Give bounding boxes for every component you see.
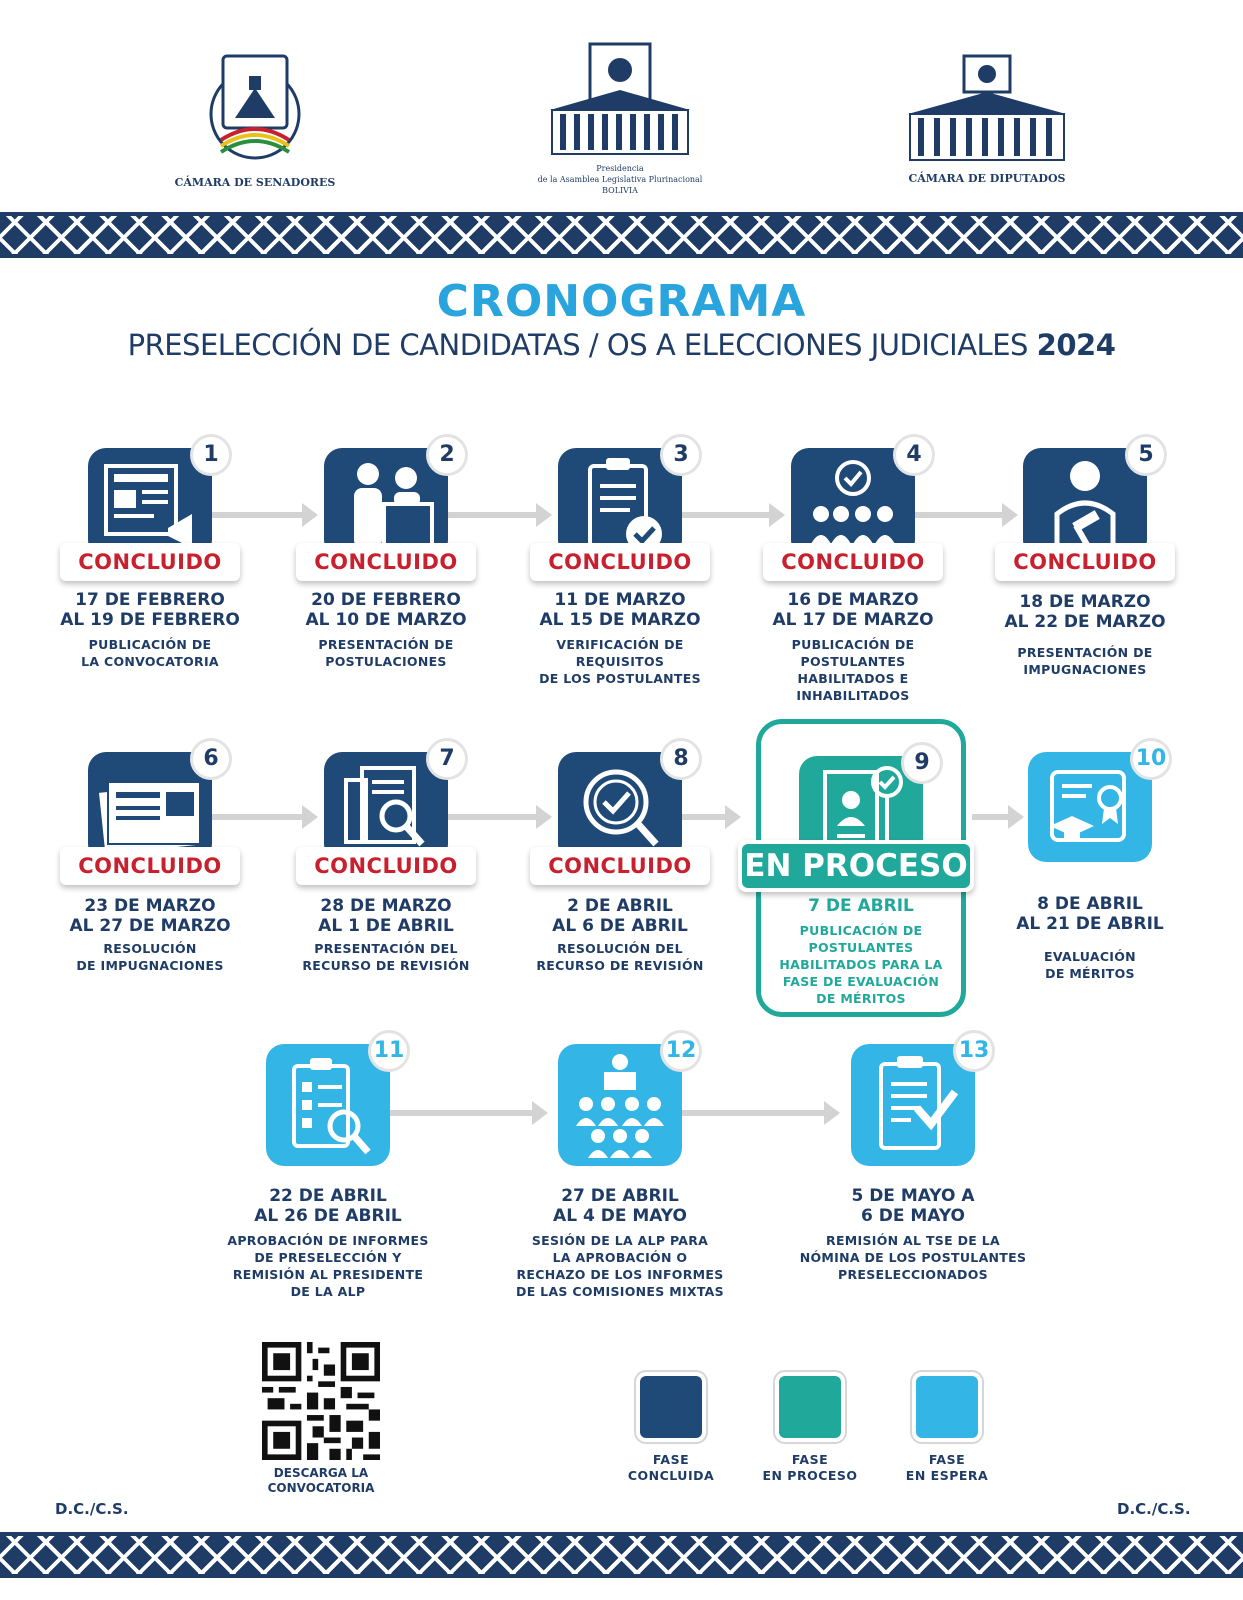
step-date xyxy=(510,590,730,630)
date-line: AL 22 DE MARZO xyxy=(1004,612,1166,632)
date-line: AL 19 DE FEBRERO xyxy=(60,610,240,630)
date-line: 22 DE ABRIL xyxy=(269,1186,387,1206)
step-description xyxy=(480,1232,760,1300)
status-badge: CONCLUIDO xyxy=(530,847,710,885)
step-date xyxy=(751,896,971,916)
desc-line: REMISIÓN AL TSE DE LA xyxy=(826,1233,1000,1248)
step-date xyxy=(975,592,1195,632)
step-date xyxy=(980,894,1200,934)
legend-swatch-in-process xyxy=(779,1376,841,1438)
presidencia-caption-1: Presidencia xyxy=(596,164,644,173)
step-description xyxy=(741,922,981,1007)
qr-caption xyxy=(236,1466,406,1496)
desc-line: RECURSO DE REVISIÓN xyxy=(302,958,470,973)
desc-line: PRESELECCIONADOS xyxy=(838,1267,988,1282)
desc-line: POSTULACIONES xyxy=(325,654,447,669)
desc-line: PRESENTACIÓN DE xyxy=(1017,645,1153,660)
step-description xyxy=(500,940,740,974)
date-line: 8 DE ABRIL xyxy=(1037,894,1143,914)
step-description xyxy=(30,636,270,670)
arrow-12-13 xyxy=(682,1110,832,1116)
step-date xyxy=(40,896,260,936)
step-number: 1 xyxy=(190,434,232,476)
senate-caption: CÁMARA DE SENADORES xyxy=(174,176,336,189)
desc-line: VERIFICACIÓN DE xyxy=(556,637,684,652)
step-date xyxy=(276,896,496,936)
arrow-4-5 xyxy=(910,512,1010,518)
desc-line: RECHAZO DE LOS INFORMES xyxy=(516,1267,724,1282)
desc-line: SESIÓN DE LA ALP PARA xyxy=(531,1233,709,1248)
desc-line: POSTULANTES xyxy=(808,940,914,955)
qr-caption-line: DESCARGA LA xyxy=(273,1466,369,1480)
legend-line: FASE xyxy=(791,1452,829,1467)
step-description xyxy=(965,644,1205,678)
presidencia-caption-3: BOLIVIA xyxy=(602,186,638,195)
step-number: 10 xyxy=(1130,738,1172,780)
presidencia-caption-2: de la Asamblea Legislativa Plurinacional xyxy=(537,175,703,184)
legend-swatch-concluded xyxy=(640,1376,702,1438)
step-date xyxy=(510,896,730,936)
desc-line: APROBACIÓN DE INFORMES xyxy=(227,1233,429,1248)
desc-line: NÓMINA DE LOS POSTULANTES xyxy=(799,1250,1027,1265)
deputies-caption: CÁMARA DE DIPUTADOS xyxy=(908,172,1066,185)
step-description xyxy=(773,1232,1053,1283)
arrow-7-8 xyxy=(444,814,544,820)
date-line: 2 DE ABRIL xyxy=(567,896,673,916)
step-number: 7 xyxy=(426,738,468,780)
desc-line: DE PRESELECCIÓN Y xyxy=(254,1250,402,1265)
page-title: CRONOGRAMA xyxy=(436,276,807,327)
step-number: 12 xyxy=(660,1030,702,1072)
step-number: 9 xyxy=(901,742,943,784)
step-description xyxy=(970,948,1210,982)
desc-line: PUBLICACIÓN DE xyxy=(88,637,212,652)
legend-label-in-process xyxy=(740,1452,880,1484)
desc-line: DE IMPUGNACIONES xyxy=(76,958,224,973)
assembly-building-icon xyxy=(540,40,700,158)
desc-line: LA CONVOCATORIA xyxy=(81,654,219,669)
desc-line: DE MÉRITOS xyxy=(1045,966,1135,981)
decorative-band-top xyxy=(0,212,1243,258)
status-badge: CONCLUIDO xyxy=(296,543,476,581)
legend-line: EN PROCESO xyxy=(762,1468,858,1483)
desc-line: PUBLICACIÓN DE xyxy=(791,637,915,652)
desc-line: DE LOS POSTULANTES xyxy=(539,671,701,686)
page-subtitle xyxy=(0,328,1243,362)
step-description xyxy=(188,1232,468,1300)
date-line: AL 17 DE MARZO xyxy=(772,610,934,630)
step-description xyxy=(733,636,973,704)
qr-caption-line: CONVOCATORIA xyxy=(267,1481,375,1495)
in-process-badge xyxy=(738,840,974,892)
footer-credit-left: D.C./C.S. xyxy=(55,1500,129,1518)
step-date xyxy=(803,1186,1023,1226)
step-description xyxy=(266,636,506,670)
legend-label-concluded xyxy=(601,1452,741,1484)
desc-line: REQUISITOS xyxy=(575,654,665,669)
desc-line: RECURSO DE REVISIÓN xyxy=(536,958,704,973)
step-date xyxy=(276,590,496,630)
desc-line: IMPUGNACIONES xyxy=(1023,662,1147,677)
step-number: 3 xyxy=(660,434,702,476)
desc-line: POSTULANTES xyxy=(800,654,906,669)
date-line: 5 DE MAYO A xyxy=(851,1186,975,1206)
date-line: 11 DE MARZO xyxy=(554,590,686,610)
date-line: AL 15 DE MARZO xyxy=(539,610,701,630)
desc-line: PRESENTACIÓN DE xyxy=(318,637,454,652)
legend-line: CONCLUIDA xyxy=(627,1468,715,1483)
step-date xyxy=(218,1186,438,1226)
date-line: AL 27 DE MARZO xyxy=(69,916,231,936)
date-line: 28 DE MARZO xyxy=(320,896,452,916)
step-date xyxy=(510,1186,730,1226)
legend-line: FASE xyxy=(652,1452,690,1467)
step-number: 11 xyxy=(368,1030,410,1072)
status-badge: CONCLUIDO xyxy=(60,847,240,885)
status-badge: CONCLUIDO xyxy=(296,847,476,885)
legend-line: EN ESPERA xyxy=(905,1468,989,1483)
date-line: AL 4 DE MAYO xyxy=(553,1206,687,1226)
date-line: 6 DE MAYO xyxy=(861,1206,965,1226)
status-badge: CONCLUIDO xyxy=(763,543,943,581)
desc-line: FASE DE EVALUACIÓN xyxy=(782,974,940,989)
arrow-3-4 xyxy=(677,512,777,518)
step-description xyxy=(266,940,506,974)
date-line: 23 DE MARZO xyxy=(84,896,216,916)
status-badge: CONCLUIDO xyxy=(995,543,1175,581)
arrow-9-10 xyxy=(972,814,1016,820)
status-badge: CONCLUIDO xyxy=(60,543,240,581)
legend-label-waiting xyxy=(877,1452,1017,1484)
desc-line: EVALUACIÓN xyxy=(1044,949,1136,964)
footer-credit-right: D.C./C.S. xyxy=(1117,1500,1191,1518)
date-line: AL 26 DE ABRIL xyxy=(254,1206,402,1226)
date-line: AL 10 DE MARZO xyxy=(305,610,467,630)
legend-line: FASE xyxy=(928,1452,966,1467)
step-number: 2 xyxy=(426,434,468,476)
step-number: 13 xyxy=(953,1030,995,1072)
decorative-band-bottom xyxy=(0,1532,1243,1578)
arrow-8-9 xyxy=(677,814,733,820)
date-line: AL 21 DE ABRIL xyxy=(1016,914,1164,934)
date-line: 18 DE MARZO xyxy=(1019,592,1151,612)
desc-line: DE MÉRITOS xyxy=(816,991,906,1006)
date-line: AL 6 DE ABRIL xyxy=(552,916,688,936)
desc-line: DE LAS COMISIONES MIXTAS xyxy=(516,1284,724,1299)
date-line: 20 DE FEBRERO xyxy=(311,590,461,610)
desc-line: LA APROBACIÓN O xyxy=(552,1250,688,1265)
step-number: 5 xyxy=(1125,434,1167,476)
step-description xyxy=(500,636,740,687)
qr-code-icon[interactable] xyxy=(262,1342,380,1460)
desc-line: DE LA ALP xyxy=(290,1284,366,1299)
desc-line: PRESENTACIÓN DEL xyxy=(314,941,458,956)
arrow-11-12 xyxy=(390,1110,540,1116)
status-badge: CONCLUIDO xyxy=(530,543,710,581)
desc-line: PUBLICACIÓN DE xyxy=(799,923,923,938)
subtitle-text: PRESELECCIÓN DE CANDIDATAS / OS A ELECCIONES JUDICIALES xyxy=(127,328,1028,362)
step-number: 4 xyxy=(893,434,935,476)
step-number: 8 xyxy=(660,738,702,780)
desc-line: RESOLUCIÓN DEL xyxy=(557,941,683,956)
arrow-2-3 xyxy=(444,512,544,518)
step-description xyxy=(30,940,270,974)
logo-camara-senadores xyxy=(170,48,340,189)
step-date xyxy=(40,590,260,630)
arrow-1-2 xyxy=(210,512,310,518)
arrow-6-7 xyxy=(210,814,310,820)
step-number: 6 xyxy=(190,738,232,780)
date-line: 16 DE MARZO xyxy=(787,590,919,610)
step-date xyxy=(743,590,963,630)
date-line: 7 DE ABRIL xyxy=(808,896,914,916)
desc-line: REMISIÓN AL PRESIDENTE xyxy=(232,1267,424,1282)
senate-emblem-icon xyxy=(205,48,305,168)
logo-presidencia-alp xyxy=(530,40,710,195)
logo-camara-diputados xyxy=(892,52,1082,185)
desc-line: RESOLUCIÓN xyxy=(103,941,197,956)
in-process-label: EN PROCESO xyxy=(742,844,970,888)
desc-line: HABILITADOS PARA LA xyxy=(779,957,943,972)
desc-line: INHABILITADOS xyxy=(796,688,910,703)
date-line: 17 DE FEBRERO xyxy=(75,590,225,610)
deputies-building-icon xyxy=(902,52,1072,164)
date-line: 27 DE ABRIL xyxy=(561,1186,679,1206)
desc-line: HABILITADOS E xyxy=(797,671,909,686)
legend-swatch-waiting xyxy=(916,1376,978,1438)
date-line: AL 1 DE ABRIL xyxy=(318,916,454,936)
subtitle-year: 2024 xyxy=(1036,328,1116,362)
